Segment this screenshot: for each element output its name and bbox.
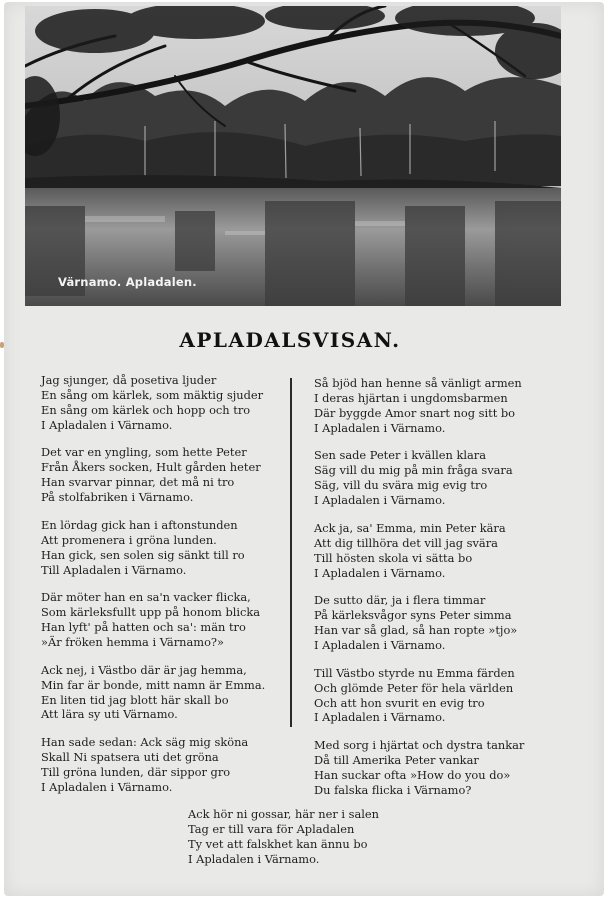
- left-column: [41, 373, 281, 808]
- verse-line: En sång om kärlek och hopp och tro: [41, 402, 251, 417]
- verse-line: På stolfabriken i Värnamo.: [41, 490, 194, 505]
- verse-line: Min far är bonde, mitt namn är Emma.: [41, 677, 266, 692]
- verse-line: Från Åkers socken, Hult gården heter: [41, 460, 261, 475]
- verse-line: Han svarvar pinnar, det må ni tro: [41, 475, 235, 490]
- stanza: [41, 373, 281, 433]
- verse-line: Tag er till vara för Apladalen: [188, 821, 355, 836]
- column-divider: [290, 378, 292, 727]
- verse-line: På kärleksvågor syns Peter simma: [314, 608, 512, 623]
- stanza: [41, 518, 281, 578]
- verse-line: Och glömde Peter för hela världen: [314, 680, 514, 695]
- verse-line: Så bjöd han henne så vänligt armen: [314, 376, 522, 390]
- verse-line: Där möter han en sa'n vacker flicka,: [41, 590, 251, 605]
- verse-line: Ty vet att falskhet kan ännu bo: [188, 836, 368, 851]
- verse-line: Att dig tillhöra det vill jag svära: [314, 535, 498, 550]
- stanza: [314, 593, 574, 653]
- stanza: [314, 376, 574, 436]
- verse-line: Skall Ni spatsera uti det gröna: [41, 750, 219, 765]
- verse-line: Jag sjunger, då posetiva ljuder: [41, 373, 217, 387]
- stanza: [314, 521, 574, 581]
- verse-line: Och att hon svurit en evig tro: [314, 695, 485, 710]
- verse-line: Då till Amerika Peter vankar: [314, 753, 479, 768]
- final-stanza: [188, 807, 448, 867]
- photo-caption: Värnamo. Apladalen.: [58, 275, 197, 289]
- verse-line: De sutto där, ja i flera timmar: [314, 593, 486, 608]
- verse-line: Ack ja, sa' Emma, min Peter kära: [314, 520, 506, 535]
- verse-line: I Apladalen i Värnamo.: [41, 779, 173, 794]
- verse-line: En liten tid jag blott här skall bo: [41, 692, 229, 707]
- verse-line: Som kärleksfullt upp på honom blicka: [41, 605, 261, 620]
- verse-line: I Apladalen i Värnamo.: [314, 637, 446, 652]
- stanza: [314, 666, 574, 726]
- verse-line: Säg, vill du svära mig evig tro: [314, 478, 488, 493]
- verse-line: Att promenera i gröna lunden.: [41, 532, 217, 547]
- stanza: [41, 663, 281, 723]
- verse-line: Han sade sedan: Ack säg mig sköna: [41, 735, 249, 750]
- verse-line: Till Västbo styrde nu Emma färden: [314, 665, 515, 680]
- verse-line: Till hösten skola vi sätta bo: [314, 550, 473, 565]
- verse-line: Till Apladalen i Värnamo.: [41, 562, 187, 577]
- verse-line: Han var så glad, så han ropte »tjo»: [314, 623, 518, 638]
- verse-line: Ack nej, i Västbo där är jag hemma,: [41, 662, 247, 677]
- verse-line: I Apladalen i Värnamo.: [314, 710, 446, 725]
- stanza: [41, 590, 281, 650]
- verse-line: Du falska flicka i Värnamo?: [314, 782, 472, 797]
- verse-line: I Apladalen i Värnamo.: [314, 420, 446, 435]
- verse-line: Ack hör ni gossar, här ner i salen: [188, 807, 380, 821]
- stanza: [41, 735, 281, 795]
- verse-line: Han suckar ofta »How do you do»: [314, 767, 511, 782]
- verse-line: Sen sade Peter i kvällen klara: [314, 448, 487, 463]
- verse-line: Att lära sy uti Värnamo.: [41, 707, 178, 722]
- verse-line: Till gröna lunden, där sippor gro: [41, 764, 231, 779]
- verse-line: Han lyft' på hatten och sa': män tro: [41, 620, 246, 635]
- verse-line: Det var en yngling, som hette Peter: [41, 445, 247, 460]
- verse-line: En sång om kärlek, som mäktig sjuder: [41, 387, 264, 402]
- verse-line: Där byggde Amor snart nog sitt bo: [314, 405, 516, 420]
- verse-line: Han gick, sen solen sig sänkt till ro: [41, 547, 245, 562]
- verse-line: I Apladalen i Värnamo.: [314, 565, 446, 580]
- landscape-photo: [25, 6, 561, 306]
- verse-line: I Apladalen i Värnamo.: [314, 493, 446, 508]
- lake-photo-image: [25, 6, 561, 306]
- verse-line: Säg vill du mig på min fråga svara: [314, 463, 513, 478]
- verse-line: I deras hjärtan i ungdomsbarmen: [314, 390, 508, 405]
- verse-line: I Apladalen i Värnamo.: [41, 417, 173, 432]
- verse-line: I Apladalen i Värnamo.: [188, 851, 320, 866]
- song-title: APLADALSVISAN.: [179, 328, 401, 352]
- right-column: [314, 376, 574, 811]
- verse-line: Med sorg i hjärtat och dystra tankar: [314, 738, 525, 753]
- stanza: [314, 738, 574, 798]
- stanza: [314, 448, 574, 508]
- verse-line: En lördag gick han i aftonstunden: [41, 517, 238, 532]
- verse-line: »Är fröken hemma i Värnamo?»: [41, 634, 225, 649]
- stanza: [41, 445, 281, 505]
